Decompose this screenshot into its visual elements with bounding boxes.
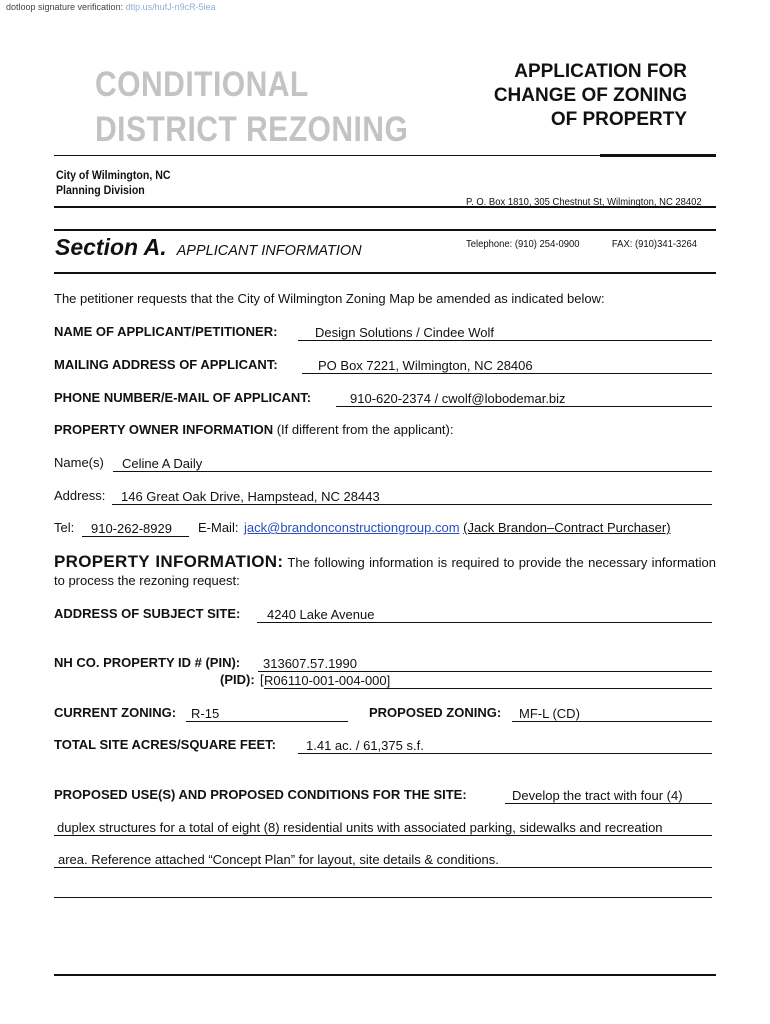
owner-names-label: Name(s) <box>54 455 104 470</box>
owner-heading-label: PROPERTY OWNER INFORMATION <box>54 422 274 437</box>
contact-fax: FAX: (910)341-3264 <box>611 238 698 250</box>
pid-bracket: [ <box>260 672 264 687</box>
current-zoning-field[interactable] <box>186 705 348 722</box>
header-divider-bottom <box>54 206 716 208</box>
form-title-line1: CONDITIONAL <box>95 65 309 104</box>
contact-block <box>466 167 702 265</box>
pin-field[interactable] <box>258 655 712 672</box>
proposed-use-field-line4[interactable] <box>54 881 712 898</box>
owner-email-label: E-Mail: <box>198 520 239 535</box>
applicant-name-field[interactable] <box>298 324 712 341</box>
subject-site-label: ADDRESS OF SUBJECT SITE: <box>54 606 241 621</box>
proposed-zoning-label: PROPOSED ZONING: <box>369 705 502 720</box>
owner-tel-value: 910-262-8929 <box>91 521 172 536</box>
proposed-zoning-field[interactable] <box>512 705 712 722</box>
applicant-name-label: NAME OF APPLICANT/PETITIONER: <box>54 324 278 339</box>
proposed-use-field-line1[interactable] <box>505 787 712 804</box>
header-divider-top-thick <box>600 154 716 157</box>
dotloop-label: dotloop signature verification: <box>6 2 124 12</box>
subject-site-field[interactable] <box>257 606 712 623</box>
owner-tel-label: Tel: <box>54 520 75 535</box>
section-a-heading <box>55 234 362 261</box>
application-title <box>494 60 687 132</box>
site-acres-field[interactable] <box>298 737 712 754</box>
pin-label: NH CO. PROPERTY ID # (PIN): <box>54 655 241 670</box>
application-title-line3: OF PROPERTY <box>550 109 687 130</box>
form-title <box>95 62 408 152</box>
owner-email-row <box>244 520 671 535</box>
phone-email-value: 910-620-2374 / cwolf@lobodemar.biz <box>350 391 566 406</box>
current-zoning-label: CURRENT ZONING: <box>54 705 177 720</box>
contact-address: P. O. Box 1810, 305 Chestnut St, Wilmington, NC 28402 <box>466 196 702 208</box>
intro-text: The petitioner requests that the City of Wilmington Zoning Map be amended as indicated below: <box>54 291 605 306</box>
section-divider-top <box>54 229 716 231</box>
owner-address-value: 146 Great Oak Drive, Hampstead, NC 28443 <box>121 489 380 504</box>
pin-value: 313607.57.1990 <box>263 656 357 671</box>
proposed-use-label: PROPOSED USE(S) AND PROPOSED CONDITIONS FOR THE SITE: <box>54 787 467 802</box>
property-information-intro <box>54 553 716 590</box>
form-title-line2: DISTRICT REZONING <box>95 110 409 149</box>
owner-heading-note: (If different from the applicant): <box>273 422 454 437</box>
property-information-text: The following information is required to provide the necessary information to process the rezoning request: <box>54 555 716 588</box>
dotloop-link[interactable]: dtlp.us/hufJ-n9cR-5iea <box>125 2 216 12</box>
section-name: APPLICANT INFORMATION <box>176 243 362 259</box>
section-divider-bottom <box>54 272 716 274</box>
pid-field[interactable] <box>264 672 712 689</box>
owner-names-field[interactable] <box>113 455 712 472</box>
proposed-use-field-line3[interactable] <box>54 851 712 868</box>
pid-value: R06110-001-004-000] <box>264 673 391 688</box>
site-acres-label: TOTAL SITE ACRES/SQUARE FEET: <box>54 737 276 752</box>
site-acres-value: 1.41 ac. / 61,375 s.f. <box>306 738 424 753</box>
contact-telephone: Telephone: (910) 254-0900 <box>466 238 580 250</box>
current-zoning-value: R-15 <box>191 706 220 721</box>
property-heading-colon: : <box>277 552 284 571</box>
pid-label: (PID): <box>220 672 255 687</box>
proposed-use-line2: duplex structures for a total of eight (8) residential units with associated parking, sidewalks and recreation <box>57 820 663 835</box>
owner-email-note: (Jack Brandon–Contract Purchaser) <box>463 520 671 535</box>
mailing-address-value: PO Box 7221, Wilmington, NC 28406 <box>318 358 533 373</box>
phone-email-label: PHONE NUMBER/E-MAIL OF APPLICANT: <box>54 390 312 405</box>
phone-email-field[interactable] <box>336 390 712 407</box>
organization-city: City of Wilmington, NC <box>56 170 171 182</box>
application-title-line2: CHANGE OF ZONING <box>493 85 687 106</box>
organization-block <box>56 169 171 199</box>
owner-names-value: Celine A Daily <box>122 456 203 471</box>
organization-division: Planning Division <box>56 185 145 197</box>
owner-heading <box>54 422 453 437</box>
proposed-use-line1: Develop the tract with four (4) <box>512 788 683 803</box>
dotloop-verification <box>6 2 216 12</box>
application-title-line1: APPLICATION FOR <box>514 61 687 82</box>
owner-email-value[interactable]: jack@brandonconstructiongroup.com <box>244 520 460 535</box>
mailing-address-label: MAILING ADDRESS OF APPLICANT: <box>54 357 278 372</box>
property-information-heading: PROPERTY INFORMATION <box>54 552 278 571</box>
proposed-zoning-value: MF-L (CD) <box>519 706 580 721</box>
proposed-use-line3: area. Reference attached “Concept Plan” for layout, site details & conditions. <box>58 852 499 867</box>
section-label: Section A. <box>55 234 167 260</box>
owner-address-label: Address: <box>54 488 106 503</box>
mailing-address-field[interactable] <box>302 357 712 374</box>
owner-tel-field[interactable] <box>82 520 189 537</box>
proposed-use-field-line2[interactable] <box>54 819 712 836</box>
applicant-name-value: Design Solutions / Cindee Wolf <box>315 325 494 340</box>
subject-site-value: 4240 Lake Avenue <box>267 607 375 622</box>
owner-address-field[interactable] <box>112 488 712 505</box>
footer-divider <box>54 974 716 976</box>
